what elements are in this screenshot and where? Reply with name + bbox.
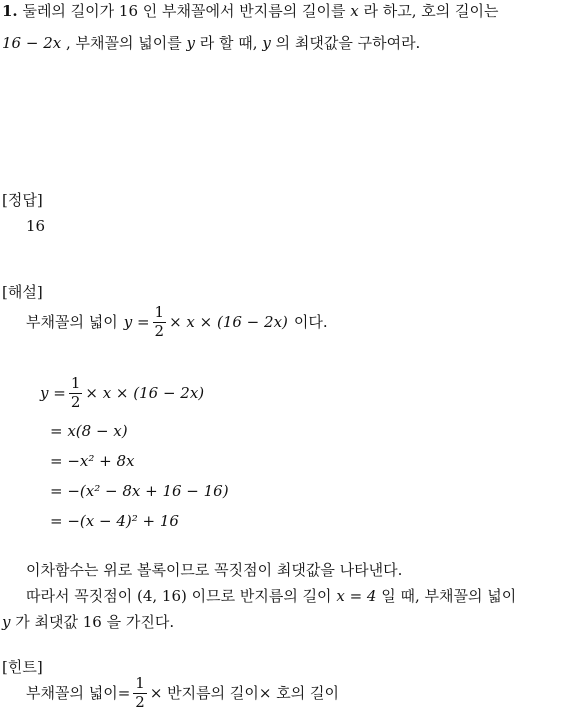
explanation-text: 일 때, 부채꼴의 넓이 [381,587,517,605]
problem-line-1 [2,4,499,19]
fraction-half: $\frac{1}{2}$ [70,374,81,411]
var-y: y [2,613,11,631]
explanation-intro [26,303,328,341]
arc-length-expr: 16 − 2x [2,34,62,52]
answer-label: [정답] [2,191,43,209]
equation-rhs: × x × (16 − 2x) [85,383,205,402]
problem-text: , 부채꼴의 넓이를 [65,34,182,52]
equation-rhs: × x × (16 − 2x) [169,312,288,331]
explanation-para-1: 이차함수는 위로 볼록이므로 꼭짓점이 최댓값을 나타낸다. [26,561,403,579]
var-y: y [186,34,195,52]
problem-line-2 [2,36,420,51]
problem-text: 라 하고, 호의 길이는 [363,2,499,20]
equation-lhs: y = [123,312,150,331]
explanation-text: 가 최댓값 16 을 가진다. [15,613,175,631]
explanation-para-3 [2,615,174,630]
derivation-step: = x(8 − x) [50,422,128,440]
derivation-step: = −x² + 8x [50,452,135,470]
hint-text-b: × 반지름의 길이× 호의 길이 [149,683,339,702]
var-x: x [350,2,359,20]
equation-inline: x = 4 [336,587,377,605]
answer-value: 16 [26,217,46,235]
problem-text: 라 할 때, [199,34,258,52]
explanation-label: [해설] [2,283,43,301]
hint-text-a: 부채꼴의 넓이= [26,683,131,702]
explanation-text: 따라서 꼭짓점이 (4, 16) 이므로 반지름의 길이 [26,587,332,605]
explanation-text: 부채꼴의 넓이 [26,312,118,331]
fraction-half: $\frac{1}{2}$ [154,303,165,340]
explanation-text: 이다. [293,312,328,331]
hint-text [26,674,339,712]
problem-text: 둘레의 길이가 16 인 부채꼴에서 반지름의 길이를 [22,2,346,20]
problem-number: 1. [2,2,18,20]
derivation-step: = −(x − 4)² + 16 [50,512,179,530]
fraction-half: $\frac{1}{2}$ [135,674,145,711]
var-y: y [262,34,271,52]
hint-label: [힌트] [2,658,43,676]
explanation-para-2 [26,589,516,604]
problem-text: 의 최댓값을 구하여라. [275,34,421,52]
derivation-step-0 [40,374,204,412]
derivation-step: = −(x² − 8x + 16 − 16) [50,482,229,500]
equation-lhs: y = [40,383,66,402]
